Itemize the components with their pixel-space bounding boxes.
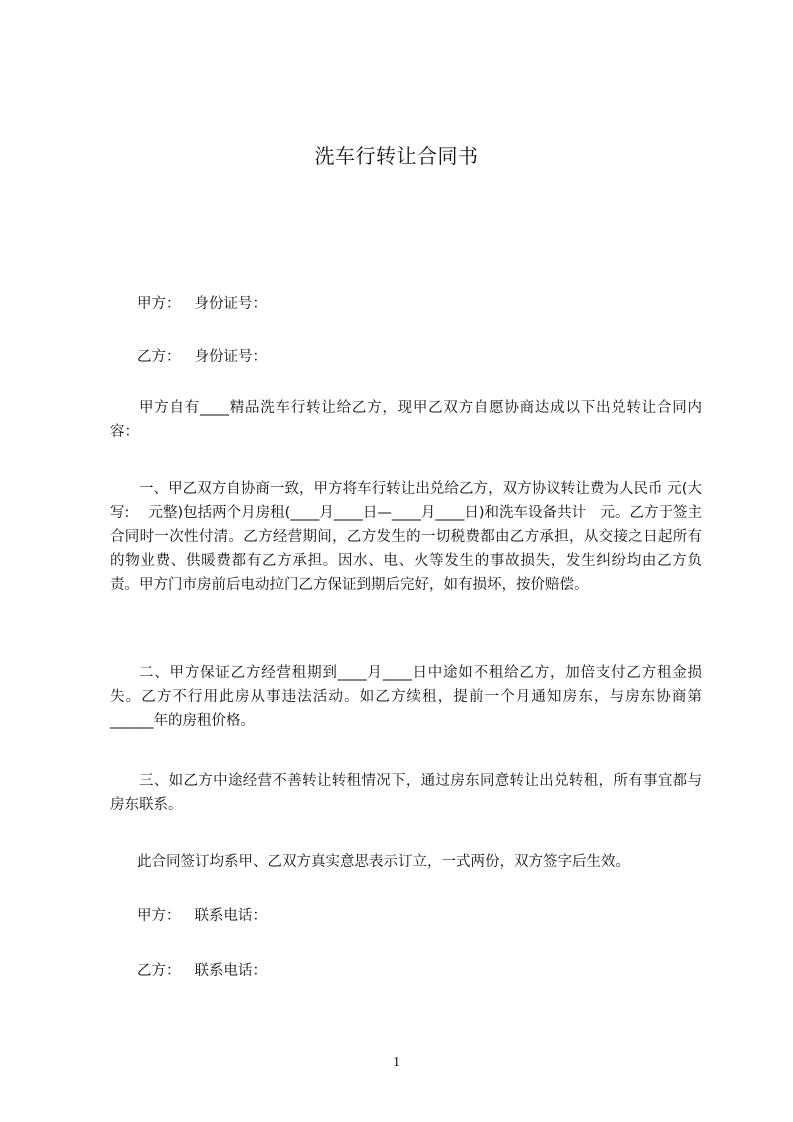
party-a-line — [137, 292, 267, 313]
party-a-label: 甲方： — [137, 296, 181, 312]
party-b-id-label: 身份证号： — [194, 349, 267, 365]
sign-b-label: 乙方： — [137, 963, 181, 979]
party-b-label: 乙方： — [137, 349, 181, 365]
sign-a-line — [137, 904, 267, 925]
party-b-line — [137, 345, 267, 366]
intro-paragraph: 甲方自有____精品洗车行转让给乙方，现甲乙双方自愿协商达成以下出兑转让合同内容： — [110, 400, 702, 440]
clause-3-paragraph: 三、如乙方中途经营不善转让转租情况下，通过房东同意转让出兑转租，所有事宜都与房东联系。 — [110, 773, 702, 813]
clause-1-paragraph: 一、甲乙双方自协商一致，甲方将车行转让出兑给乙方，双方协议转让费为人民币 元(大写: 元整)包括两个月房租(____月____日—____月____日)和洗车设备共计 元。乙方于签主合同时一次性付清。乙方经营期间，乙方发生的一切税费都由乙方承担，从交接之日起所有的物业费、供暖费都有乙方承担。因水、电、火等发生的事故损失，发生纠纷均由乙方负责。甲方门市房前后电动拉门乙方保证到期后完好，如有损坏，按价赔偿。 — [110, 481, 702, 593]
sign-b-phone-label: 联系电话： — [194, 963, 267, 979]
closing-paragraph: 此合同签订均系甲、乙双方真实意思表示订立，一式两份，双方签字后生效。 — [137, 854, 630, 870]
sign-a-phone-label: 联系电话： — [194, 908, 267, 924]
clause-2-paragraph: 二、甲方保证乙方经营租期到____月____日中途如不租给乙方，加倍支付乙方租金损失。乙方不行用此房从事违法活动。如乙方续租，提前一个月通知房东，与房东协商第______年的房租价格。 — [110, 665, 702, 729]
sign-b-line — [137, 959, 267, 980]
page-number: 1 — [393, 1055, 400, 1070]
document-title: 洗车行转让合同书 — [314, 144, 479, 168]
party-a-id-label: 身份证号： — [194, 296, 267, 312]
sign-a-label: 甲方： — [137, 908, 181, 924]
